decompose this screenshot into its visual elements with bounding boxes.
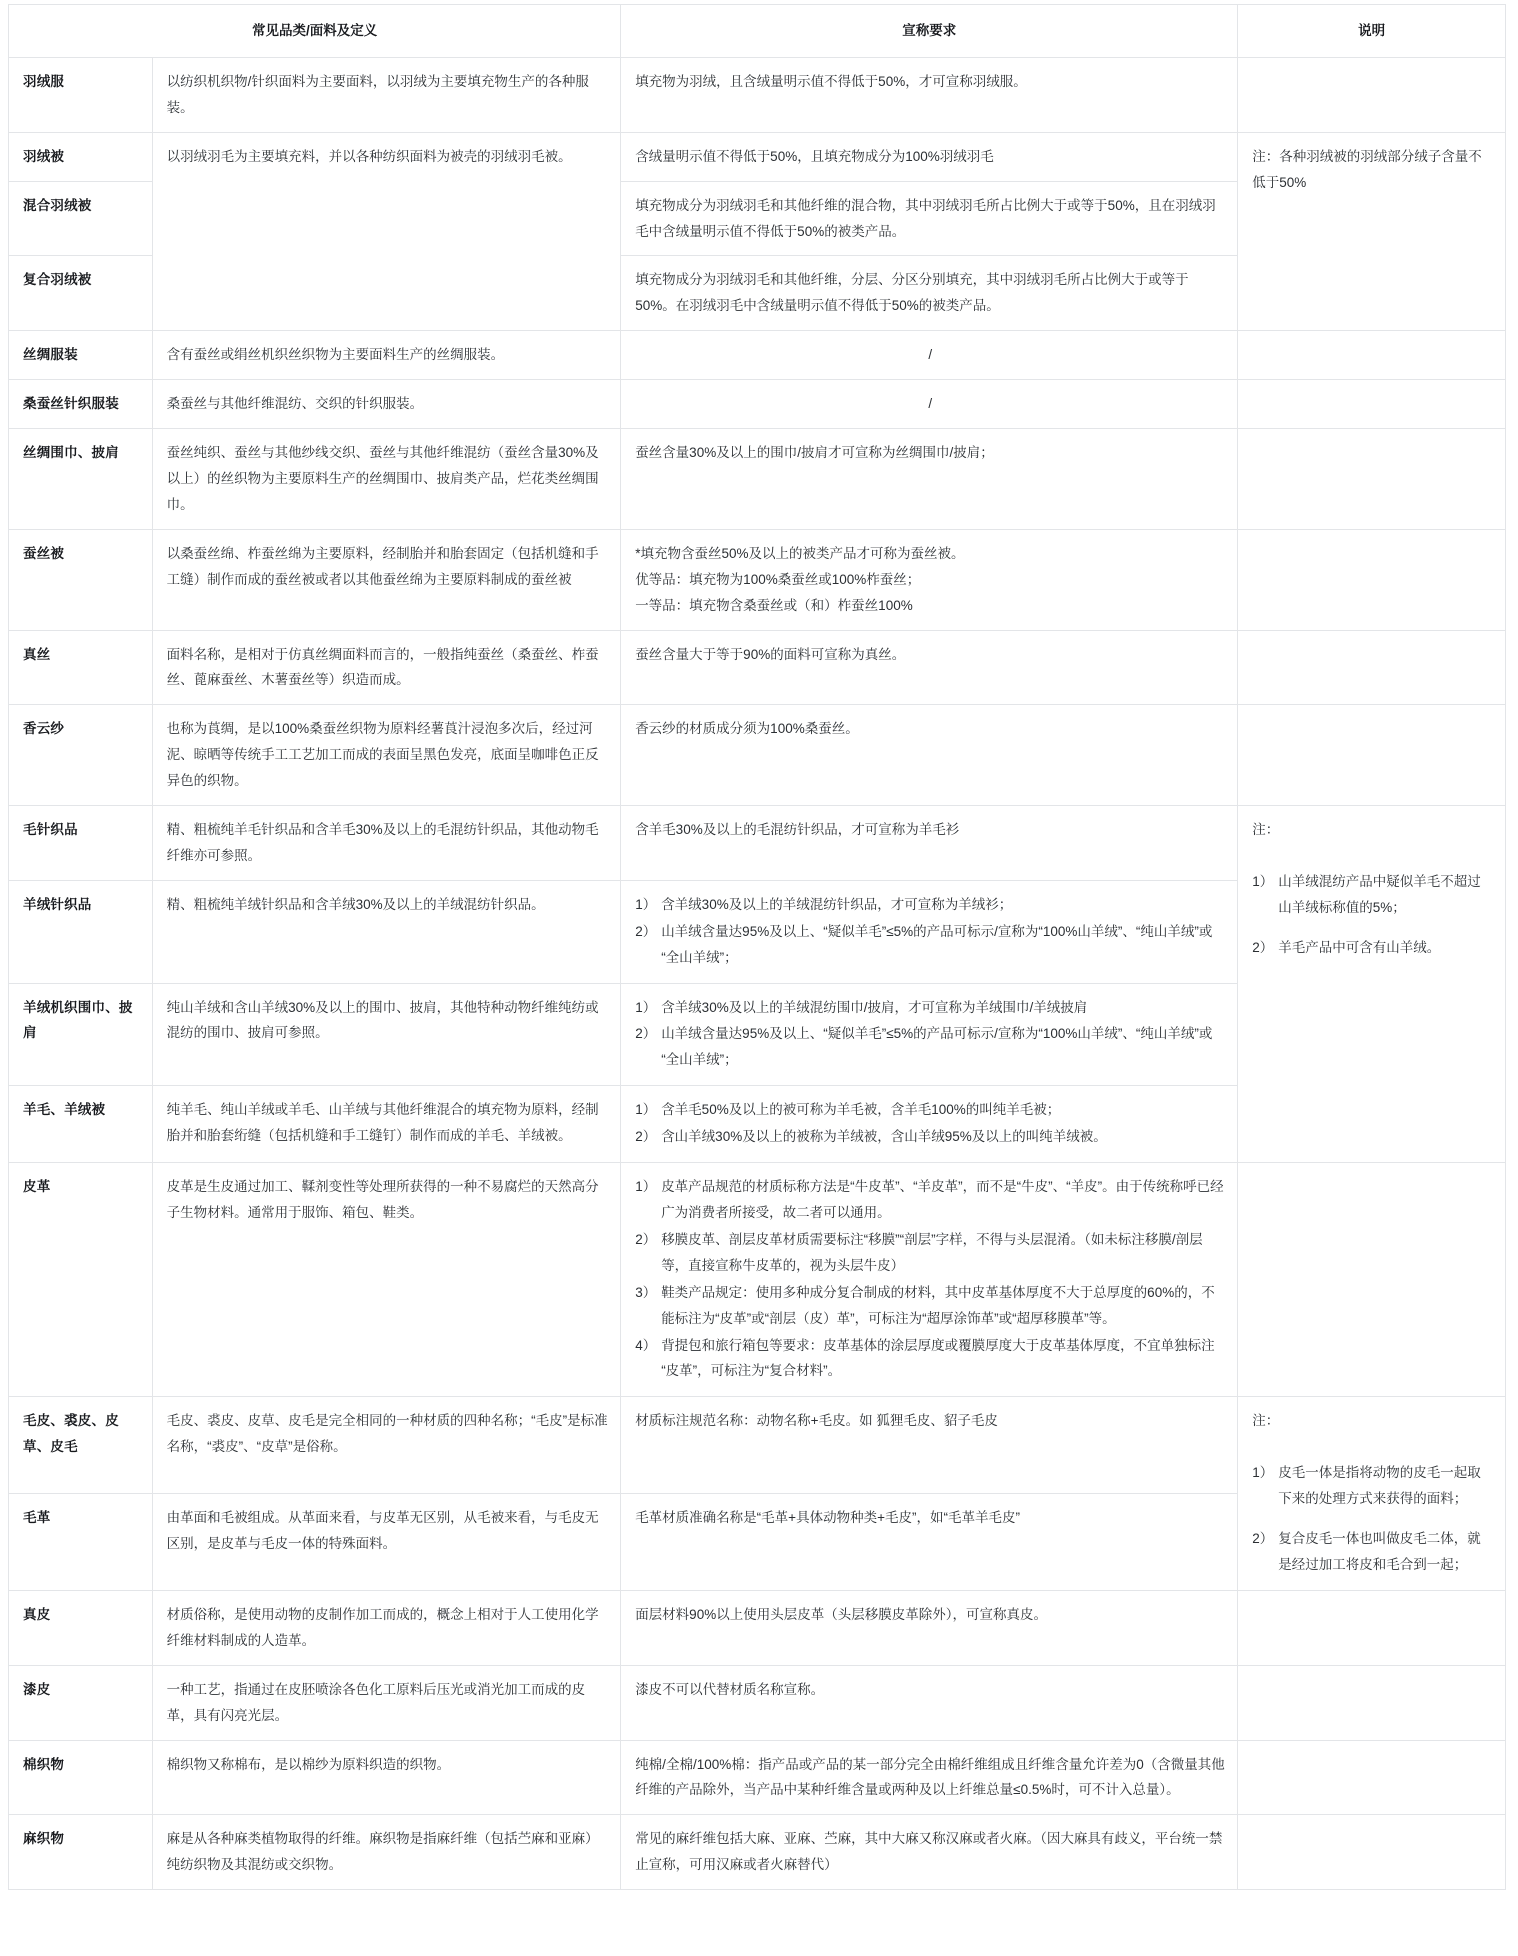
- claim-item-number: 3）: [635, 1284, 657, 1300]
- row-category: 桑蚕丝针织服装: [9, 380, 153, 429]
- row-category: 毛针织品: [9, 806, 153, 881]
- note-list: [1252, 869, 1493, 961]
- row-claim: 蚕丝含量30%及以上的围巾/披肩才可宣称为丝绸围巾/披肩；: [621, 429, 1238, 530]
- row-claim: [621, 1086, 1238, 1163]
- claim-item-number: 2）: [635, 923, 657, 939]
- claim-item-number: 2）: [635, 1129, 657, 1145]
- row-note: [1238, 1740, 1506, 1815]
- claim-list-item: [635, 1097, 1225, 1123]
- claim-list-item: [635, 1280, 1225, 1332]
- column-header-category: 常见品类/面料及定义: [9, 5, 621, 58]
- row-definition: 一种工艺，指通过在皮胚喷涂各色化工原料后压光或消光加工而成的皮革，具有闪亮光层。: [152, 1665, 621, 1740]
- row-claim: [621, 1163, 1238, 1397]
- table-row: [9, 630, 1506, 705]
- claim-line: 一等品：填充物含桑蚕丝或（和）柞蚕丝100%: [635, 597, 913, 613]
- row-claim: 毛革材质准确名称是“毛革+具体动物种类+毛皮”，如“毛革羊毛皮”: [621, 1494, 1238, 1591]
- note-item-number: 2）: [1252, 939, 1274, 955]
- table-row: [9, 529, 1506, 630]
- row-category: 丝绸围巾、披肩: [9, 429, 153, 530]
- row-claim: 漆皮不可以代替材质名称宣称。: [621, 1665, 1238, 1740]
- row-note: [1238, 429, 1506, 530]
- claim-line: 优等品：填充物为100%桑蚕丝或100%柞蚕丝；: [635, 571, 921, 587]
- row-claim: [621, 983, 1238, 1086]
- row-note: [1238, 1397, 1506, 1591]
- row-definition: 皮革是生皮通过加工、鞣剂变性等处理所获得的一种不易腐烂的天然高分子生物材料。通常用于服饰、箱包、鞋类。: [152, 1163, 621, 1397]
- row-note: [1238, 1590, 1506, 1665]
- table-row: [9, 1397, 1506, 1494]
- row-definition: 以纺织机织物/针织面料为主要面料，以羽绒为主要填充物生产的各种服装。: [152, 57, 621, 132]
- row-claim: /: [621, 331, 1238, 380]
- note-list-item: [1252, 1526, 1493, 1578]
- row-category: 复合羽绒被: [9, 256, 153, 331]
- claim-item-text: 含羊绒30%及以上的羊绒混纺针织品，才可宣称为羊绒衫；: [661, 896, 1013, 912]
- claim-list-item: [635, 1021, 1225, 1073]
- claim-list-item: [635, 995, 1225, 1021]
- claim-item-text: 含山羊绒30%及以上的被称为羊绒被，含山羊绒95%及以上的叫纯羊绒被。: [661, 1129, 1107, 1145]
- table-row: [9, 132, 1506, 181]
- row-definition: 纯羊毛、纯山羊绒或羊毛、山羊绒与其他纤维混合的填充物为原料，经制胎并和胎套绗缝（包括机缝和手工缝钉）制作而成的羊毛、羊绒被。: [152, 1086, 621, 1163]
- row-category: 丝绸服装: [9, 331, 153, 380]
- row-claim: 常见的麻纤维包括大麻、亚麻、苎麻，其中大麻又称汉麻或者火麻。（因大麻具有歧义，平台统一禁止宣称，可用汉麻或者火麻替代）: [621, 1815, 1238, 1890]
- column-header-note: 说明: [1238, 5, 1506, 58]
- row-note: [1238, 1815, 1506, 1890]
- claim-item-number: 1）: [635, 999, 657, 1015]
- row-note: [1238, 380, 1506, 429]
- claim-item-number: 1）: [635, 896, 657, 912]
- row-category: 羊绒机织围巾、披肩: [9, 983, 153, 1086]
- row-definition: 材质俗称，是使用动物的皮制作加工而成的，概念上相对于人工使用化学纤维材料制成的人造革。: [152, 1590, 621, 1665]
- claim-list-item: [635, 892, 1225, 918]
- claim-item-number: 4）: [635, 1337, 657, 1353]
- claim-item-text: 含羊毛50%及以上的被可称为羊毛被，含羊毛100%的叫纯羊毛被；: [661, 1102, 1061, 1118]
- note-item-number: 1）: [1252, 873, 1274, 889]
- table-row: [9, 1815, 1506, 1890]
- row-category: 麻织物: [9, 1815, 153, 1890]
- row-claim: 含绒量明示值不得低于50%，且填充物成分为100%羽绒羽毛: [621, 132, 1238, 181]
- row-definition: 桑蚕丝与其他纤维混纺、交织的针织服装。: [152, 380, 621, 429]
- note-item-text: 山羊绒混纺产品中疑似羊毛不超过山羊绒标称值的5%；: [1278, 873, 1481, 915]
- note-list-item: [1252, 869, 1493, 921]
- row-definition: 棉织物又称棉布，是以棉纱为原料织造的织物。: [152, 1740, 621, 1815]
- note-item-text: 皮毛一体是指将动物的皮毛一起取下来的处理方式来获得的面料；: [1278, 1465, 1481, 1507]
- row-definition: 以桑蚕丝绵、柞蚕丝绵为主要原料，经制胎并和胎套固定（包括机缝和手工缝）制作而成的蚕丝被或者以其他蚕丝绵为主要原料制成的蚕丝被: [152, 529, 621, 630]
- row-claim: /: [621, 380, 1238, 429]
- table-row: [9, 705, 1506, 806]
- row-note: 注：各种羽绒被的羽绒部分绒子含量不低于50%: [1238, 132, 1506, 331]
- row-category: 真皮: [9, 1590, 153, 1665]
- row-category: 真丝: [9, 630, 153, 705]
- claim-list: [635, 892, 1225, 971]
- row-category: 毛皮、裘皮、皮草、皮毛: [9, 1397, 153, 1494]
- row-category: 羽绒服: [9, 57, 153, 132]
- claim-list-item: [635, 919, 1225, 971]
- claim-list: [635, 1174, 1225, 1384]
- row-category: 羊毛、羊绒被: [9, 1086, 153, 1163]
- table-header: [9, 5, 1506, 58]
- row-note: [1238, 630, 1506, 705]
- row-definition: 面料名称，是相对于仿真丝绸面料而言的，一般指纯蚕丝（桑蚕丝、柞蚕丝、蓖麻蚕丝、木薯蚕丝等）织造而成。: [152, 630, 621, 705]
- row-note: [1238, 806, 1506, 1163]
- table-row: [9, 1740, 1506, 1815]
- table-row: [9, 331, 1506, 380]
- claim-item-number: 1）: [635, 1102, 657, 1118]
- claim-item-text: 移膜皮革、剖层皮革材质需要标注“移膜”“剖层”字样，不得与头层混淆。（如未标注移膜/剖层等，直接宣称牛皮革的，视为头层牛皮）: [661, 1231, 1203, 1273]
- claim-item-text: 鞋类产品规定：使用多种成分复合制成的材料，其中皮革基体厚度不大于总厚度的60%的，不能标注为“皮革”或“剖层（皮）革”，可标注为“超厚涂饰革”或“超厚移膜革”等。: [661, 1284, 1215, 1326]
- row-definition: 含有蚕丝或绢丝机织丝织物为主要面料生产的丝绸服装。: [152, 331, 621, 380]
- row-note: [1238, 1163, 1506, 1397]
- row-claim: 香云纱的材质成分须为100%桑蚕丝。: [621, 705, 1238, 806]
- row-category: 蚕丝被: [9, 529, 153, 630]
- row-claim-highlighted: 蚕丝含量大于等于90%的面料可宣称为真丝。: [621, 630, 1238, 705]
- row-category: 棉织物: [9, 1740, 153, 1815]
- row-definition: 精、粗梳纯羊绒针织品和含羊绒30%及以上的羊绒混纺针织品。: [152, 880, 621, 983]
- claim-list-item: [635, 1124, 1225, 1150]
- row-definition: 蚕丝纯织、蚕丝与其他纱线交织、蚕丝与其他纤维混纺（蚕丝含量30%及以上）的丝织物为主要原料生产的丝绸围巾、披肩类产品，烂花类丝绸围巾。: [152, 429, 621, 530]
- claim-list-item: [635, 1333, 1225, 1385]
- row-note: [1238, 57, 1506, 132]
- note-item-number: 1）: [1252, 1465, 1274, 1481]
- claim-item-number: 2）: [635, 1231, 657, 1247]
- claim-item-text: 背提包和旅行箱包等要求：皮革基体的涂层厚度或覆膜厚度大于皮革基体厚度，不宜单独标注“皮革”，可标注为“复合材料”。: [661, 1337, 1215, 1379]
- claim-item-number: 1）: [635, 1179, 657, 1195]
- table-row: [9, 1590, 1506, 1665]
- note-list: [1252, 1460, 1493, 1578]
- row-category: 香云纱: [9, 705, 153, 806]
- note-heading: 注：: [1252, 1413, 1280, 1429]
- row-category: 羽绒被: [9, 132, 153, 181]
- row-claim: 纯棉/全棉/100%棉：指产品或产品的某一部分完全由棉纤维组成且纤维含量允许差为0（含微量其他纤维的产品除外，当产品中某种纤维含量或两种及以上纤维总量≤0.5%时，可不计入总量）。: [621, 1740, 1238, 1815]
- note-item-text: 复合皮毛一体也叫做皮毛二体，就是经过加工将皮和毛合到一起；: [1278, 1531, 1481, 1572]
- row-note: [1238, 1665, 1506, 1740]
- note-list-item: [1252, 1460, 1493, 1512]
- claim-list-item: [635, 1174, 1225, 1226]
- claim-item-text: 山羊绒含量达95%及以上、“疑似羊毛”≤5%的产品可标示/宣称为“100%山羊绒”、“纯山羊绒”或“全山羊绒”；: [661, 1026, 1213, 1068]
- note-item-number: 2）: [1252, 1531, 1274, 1547]
- table-row: [9, 1163, 1506, 1397]
- row-note: [1238, 529, 1506, 630]
- claim-line: *填充物含蚕丝50%及以上的被类产品才可称为蚕丝被。: [635, 545, 965, 561]
- row-claim: 填充物成分为羽绒羽毛和其他纤维，分层、分区分别填充，其中羽绒羽毛所占比例大于或等于50%。在羽绒羽毛中含绒量明示值不得低于50%的被类产品。: [621, 256, 1238, 331]
- row-definition: 纯山羊绒和含山羊绒30%及以上的围巾、披肩，其他特种动物纤维纯纺或混纺的围巾、披肩可参照。: [152, 983, 621, 1086]
- claim-item-text: 皮革产品规范的材质标称方法是“牛皮革”、“羊皮革”，而不是“牛皮”、“羊皮”。由于传统称呼已经广为消费者所接受，故二者可以通用。: [661, 1179, 1224, 1220]
- row-claim: [621, 529, 1238, 630]
- row-definition: 以羽绒羽毛为主要填充料，并以各种纺织面料为被壳的羽绒羽毛被。: [152, 132, 621, 331]
- table-row: [9, 380, 1506, 429]
- column-header-claim: 宣称要求: [621, 5, 1238, 58]
- claim-list-item: [635, 1227, 1225, 1279]
- note-heading: 注：: [1252, 822, 1280, 838]
- row-claim: 含羊毛30%及以上的毛混纺针织品，才可宣称为羊毛衫: [621, 806, 1238, 881]
- row-category: 皮革: [9, 1163, 153, 1397]
- note-item-text: 羊毛产品中可含有山羊绒。: [1278, 939, 1441, 955]
- row-note: [1238, 331, 1506, 380]
- row-claim: 面层材料90%以上使用头层皮革（头层移膜皮革除外），可宣称真皮。: [621, 1590, 1238, 1665]
- claim-item-number: 2）: [635, 1026, 657, 1042]
- table-row: [9, 429, 1506, 530]
- row-definition: 麻是从各种麻类植物取得的纤维。麻织物是指麻纤维（包括苎麻和亚麻）纯纺织物及其混纺或交织物。: [152, 1815, 621, 1890]
- claim-list: [635, 995, 1225, 1074]
- note-list-item: [1252, 935, 1493, 961]
- row-category: 混合羽绒被: [9, 181, 153, 256]
- table-row: [9, 57, 1506, 132]
- row-category: 羊绒针织品: [9, 880, 153, 983]
- row-claim: [621, 880, 1238, 983]
- row-claim: 填充物为羽绒，且含绒量明示值不得低于50%，才可宣称羽绒服。: [621, 57, 1238, 132]
- claim-list: [635, 1097, 1225, 1150]
- row-definition: 精、粗梳纯羊毛针织品和含羊毛30%及以上的毛混纺针织品，其他动物毛纤维亦可参照。: [152, 806, 621, 881]
- claim-item-text: 含羊绒30%及以上的羊绒混纺围巾/披肩，才可宣称为羊绒围巾/羊绒披肩: [661, 999, 1088, 1015]
- spec-table: [8, 4, 1506, 1890]
- claim-item-text: 山羊绒含量达95%及以上、“疑似羊毛”≤5%的产品可标示/宣称为“100%山羊绒”、“纯山羊绒”或“全山羊绒”；: [661, 923, 1213, 965]
- row-definition: 毛皮、裘皮、皮草、皮毛是完全相同的一种材质的四种名称；“毛皮”是标准名称，“裘皮”、“皮草”是俗称。: [152, 1397, 621, 1494]
- table-row: [9, 806, 1506, 881]
- row-category: 毛革: [9, 1494, 153, 1591]
- row-claim: 材质标注规范名称：动物名称+毛皮。如 狐狸毛皮、貂子毛皮: [621, 1397, 1238, 1494]
- row-claim: 填充物成分为羽绒羽毛和其他纤维的混合物，其中羽绒羽毛所占比例大于或等于50%，且在羽绒羽毛中含绒量明示值不得低于50%的被类产品。: [621, 181, 1238, 256]
- table-row: [9, 1665, 1506, 1740]
- row-definition: 由革面和毛被组成。从革面来看，与皮革无区别，从毛被来看，与毛皮无区别，是皮革与毛皮一体的特殊面料。: [152, 1494, 621, 1591]
- row-category: 漆皮: [9, 1665, 153, 1740]
- header-row: [9, 5, 1506, 58]
- row-note: [1238, 705, 1506, 806]
- row-definition: 也称为莨绸，是以100%桑蚕丝织物为原料经薯莨汁浸泡多次后，经过河泥、晾晒等传统手工工艺加工而成的表面呈黑色发亮，底面呈咖啡色正反异色的织物。: [152, 705, 621, 806]
- table-body: [9, 57, 1506, 1889]
